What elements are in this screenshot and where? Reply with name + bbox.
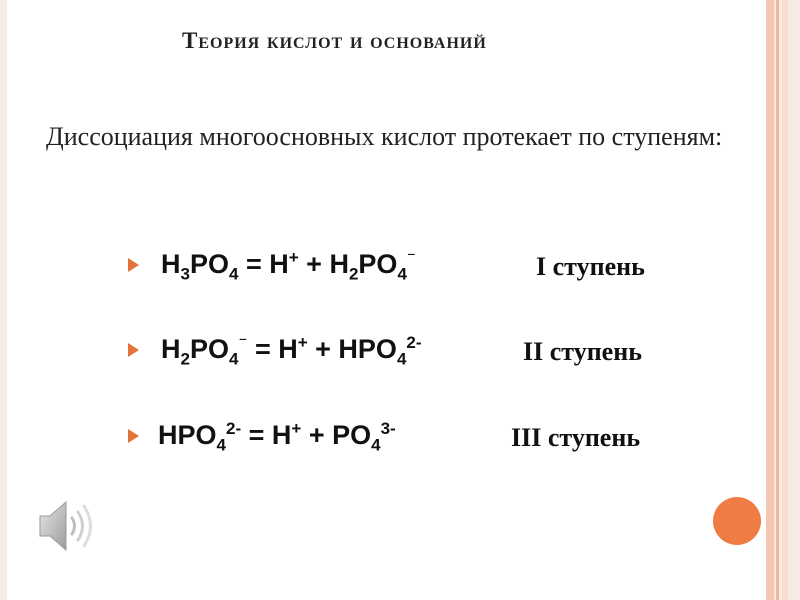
slide-title: Теория кислот и оснований [182,28,487,53]
decor-stripe [766,0,774,600]
equation-row-2 [128,333,688,373]
triangle-bullet-icon [128,258,139,272]
equation-row-1 [128,248,688,288]
stage-label-3: III ступень [511,423,641,452]
equation-3: $HPO_4^{2-} = H^+ + PO_4^{3-}$ [158,419,396,455]
equation-row-3 [128,419,688,459]
equation-2: $H_2PO_4^{^-} = H^+ + HPO_4^{2-}$ [161,333,422,369]
triangle-bullet-icon [128,343,139,357]
speaker-icon[interactable] [38,496,94,556]
decor-stripe [782,0,788,600]
equation-1: $H_3PO_4 = H^+ + H_2PO_4^{^-}$ [161,248,416,284]
triangle-bullet-icon [128,429,139,443]
decor-stripe [776,0,779,600]
slide-page [7,0,767,600]
intro-text: Диссоциация многоосновных кислот протекает по ступеням: [46,122,723,151]
decor-circle [713,497,761,545]
stage-label-2: II ступень [523,337,642,366]
stage-label-1: I ступень [536,252,645,281]
